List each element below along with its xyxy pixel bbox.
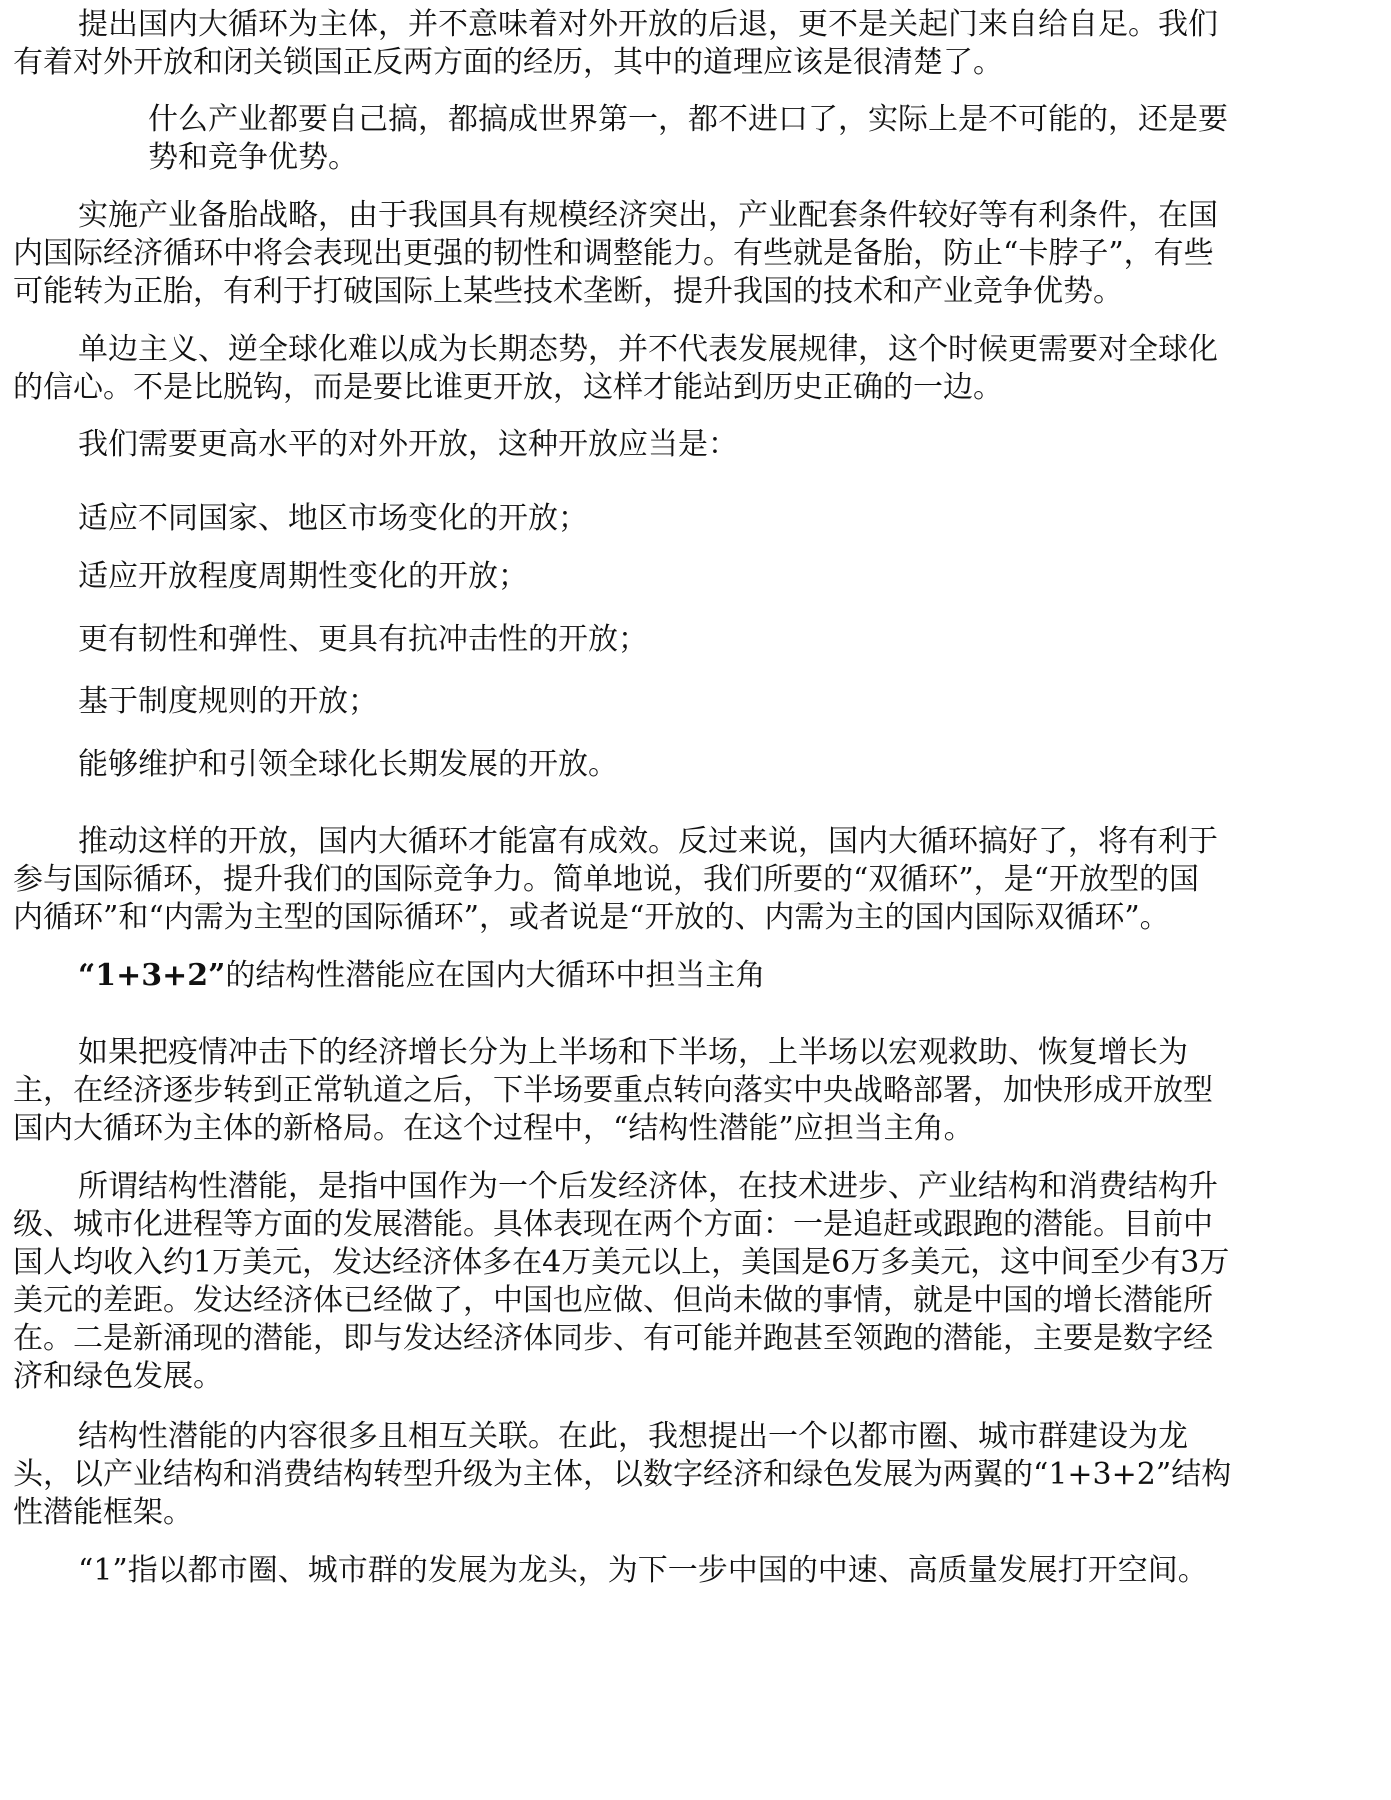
- text-line: 美元的差距。发达经济体已经做了，中国也应做、但尚未做的事情，就是中国的增长潜能所: [13, 1283, 1213, 1318]
- text-line: 参与国际循环，提升我们的国际竞争力。简单地说，我们所要的“双循环”，是“开放型的国: [13, 862, 1200, 897]
- paragraph: [13, 1034, 1378, 1148]
- paragraph: [13, 331, 1378, 407]
- text-line: 推动这样的开放，国内大循环才能富有成效。反过来说，国内大循环搞好了，将有利于: [78, 824, 1218, 859]
- text-line: 国人均收入约1万美元，发达经济体多在4万美元以上，美国是6万多美元，这中间至少有3万: [13, 1245, 1230, 1280]
- paragraph: [13, 823, 1378, 937]
- text-line: 基于制度规则的开放；: [78, 684, 378, 719]
- list-item: [13, 746, 1378, 784]
- text-line: 性潜能框架。: [13, 1495, 193, 1530]
- text-line: 在。二是新涌现的潜能，即与发达经济体同步、有可能并跑甚至领跑的潜能，主要是数字经: [13, 1321, 1213, 1356]
- paragraph: [13, 6, 1378, 82]
- text-line: 适应不同国家、地区市场变化的开放；: [78, 501, 588, 536]
- text-line: 适应开放程度周期性变化的开放；: [78, 559, 528, 594]
- heading-line: [13, 957, 1378, 995]
- paragraph: [13, 1418, 1378, 1532]
- list-item: [13, 500, 1378, 538]
- text-line: 主，在经济逐步转到正常轨道之后，下半场要重点转向落实中央战略部署，加快形成开放型: [13, 1073, 1213, 1108]
- block-quote: [148, 101, 1378, 177]
- heading-rest: 的结构性潜能应在国内大循环中担当主角: [225, 958, 766, 993]
- text-line: 内国际经济循环中将会表现出更强的韧性和调整能力。有些就是备胎，防止“卡脖子”，有些: [13, 236, 1214, 271]
- text-line: “1”指以都市圈、城市群的发展为龙头，为下一步中国的中速、高质量发展打开空间。: [78, 1553, 1208, 1588]
- text-line: 头，以产业结构和消费结构转型升级为主体，以数字经济和绿色发展为两翼的“1+3+2”结构: [13, 1457, 1232, 1492]
- paragraph: [13, 1552, 1378, 1590]
- text-line: 内循环”和“内需为主型的国际循环”，或者说是“开放的、内需为主的国内国际双循环”。: [13, 900, 1170, 935]
- text-line: 提出国内大循环为主体，并不意味着对外开放的后退，更不是关起门来自给自足。我们: [78, 7, 1218, 42]
- text-line: 如果把疫情冲击下的经济增长分为上半场和下半场，上半场以宏观救助、恢复增长为: [78, 1035, 1188, 1070]
- text-line: 更有韧性和弹性、更具有抗冲击性的开放；: [78, 622, 648, 657]
- list-item: [13, 621, 1378, 659]
- text-line: 有着对外开放和闭关锁国正反两方面的经历，其中的道理应该是很清楚了。: [13, 45, 1003, 80]
- text-line: 我们需要更高水平的对外开放，这种开放应当是：: [78, 427, 738, 462]
- text-line: 济和绿色发展。: [13, 1359, 223, 1394]
- list-item: [13, 683, 1378, 721]
- text-line: 能够维护和引领全球化长期发展的开放。: [78, 747, 618, 782]
- paragraph: [13, 426, 1378, 464]
- text-line: 结构性潜能的内容很多且相互关联。在此，我想提出一个以都市圈、城市群建设为龙: [78, 1419, 1188, 1454]
- text-line: 所谓结构性潜能，是指中国作为一个后发经济体，在技术进步、产业结构和消费结构升: [78, 1169, 1218, 1204]
- text-line: 单边主义、逆全球化难以成为长期态势，并不代表发展规律，这个时候更需要对全球化: [78, 332, 1218, 367]
- text-line: 可能转为正胎，有利于打破国际上某些技术垄断，提升我国的技术和产业竞争优势。: [13, 274, 1123, 309]
- text-line: 什么产业都要自己搞，都搞成世界第一，都不进口了，实际上是不可能的，还是要: [148, 102, 1228, 137]
- paragraph: [13, 197, 1378, 311]
- text-line: 实施产业备胎战略，由于我国具有规模经济突出，产业配套条件较好等有利条件，在国: [78, 198, 1218, 233]
- text-line: 的信心。不是比脱钩，而是要比谁更开放，这样才能站到历史正确的一边。: [13, 370, 1003, 405]
- heading-bold-part: “1+3+2”: [78, 958, 226, 993]
- section-heading: [13, 957, 1378, 995]
- text-line: 势和竞争优势。: [148, 140, 358, 175]
- text-line: 级、城市化进程等方面的发展潜能。具体表现在两个方面：一是追赶或跟跑的潜能。目前中: [13, 1207, 1213, 1242]
- text-line: 国内大循环为主体的新格局。在这个过程中，“结构性潜能”应担当主角。: [13, 1111, 974, 1146]
- list-item: [13, 558, 1378, 596]
- paragraph: [13, 1168, 1378, 1396]
